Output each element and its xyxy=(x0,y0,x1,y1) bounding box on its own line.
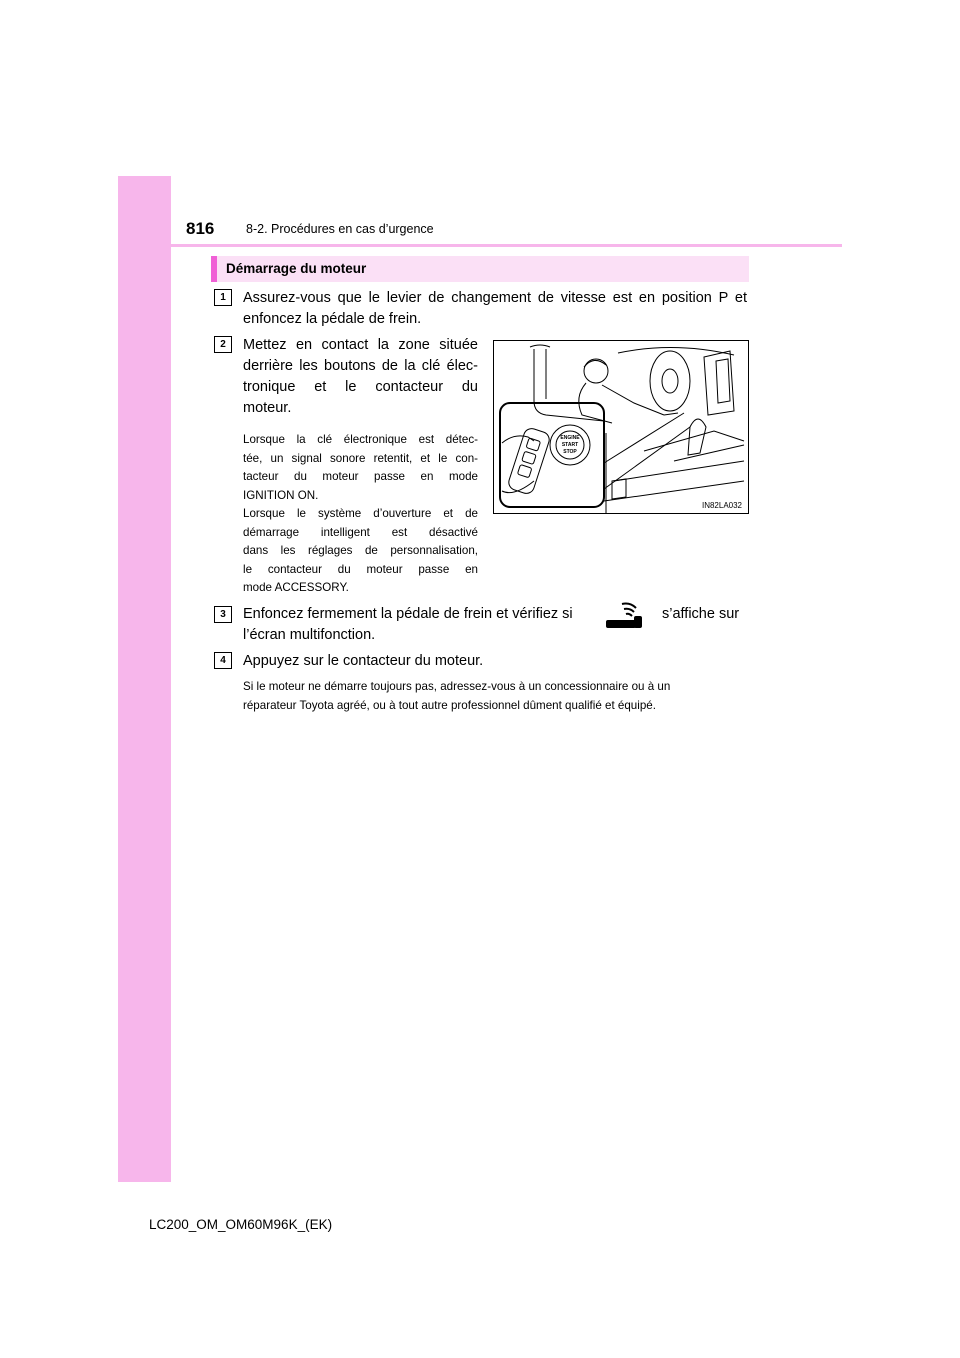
engine-start-illustration xyxy=(493,340,749,514)
step-2-note-line-8: le contacteur du moteur passe en xyxy=(243,563,478,576)
step-2-line-4: moteur. xyxy=(243,400,292,416)
button-text-stop: STOP xyxy=(563,449,577,455)
step-4-note-line-1: Si le moteur ne démarre toujours pas, adressez-vous à un concessionnaire ou à un xyxy=(243,680,671,693)
page-number: 816 xyxy=(186,219,215,238)
step-2-line-2: derrière les boutons de la clé élec- xyxy=(243,358,478,374)
step-2-note-line-9: mode ACCESSORY. xyxy=(243,581,349,594)
step-3-line-2: l’écran multifonction. xyxy=(243,627,376,643)
sidebar-color-tab xyxy=(118,176,171,1182)
step-2-note-line-4: IGNITION ON. xyxy=(243,489,319,502)
header-divider xyxy=(118,244,842,247)
driver-key-illustration xyxy=(494,341,748,513)
heading-accent-bar xyxy=(211,256,217,282)
document-code: LC200_OM_OM60M96K_(EK) xyxy=(149,1217,333,1232)
step-1-line-2: enfoncez la pédale de frein. xyxy=(243,311,422,327)
step-number-4: 4 xyxy=(214,652,232,669)
step-2-note-line-5: Lorsque le système d’ouverture et de xyxy=(243,507,478,520)
step-1-line-1: Assurez-vous que le levier de changement de vitesse est en position P et xyxy=(243,290,747,306)
step-4-note-line-2: réparateur Toyota agréé, ou à tout autre professionnel dûment qualifié et équipé. xyxy=(243,699,656,712)
step-2-note-line-6: démarrage intelligent est désactivé xyxy=(243,526,478,539)
smart-key-indicator-icon xyxy=(604,598,644,630)
button-text-engine: ENGINE xyxy=(560,435,580,441)
step-number-2: 2 xyxy=(214,336,232,353)
section-title: 8-2. Procédures en cas d’urgence xyxy=(246,222,434,236)
illustration-code: IN82LA032 xyxy=(701,501,742,510)
step-2-note-line-3: tacteur du moteur passe en mode xyxy=(243,470,478,483)
step-2-line-1: Mettez en contact la zone située xyxy=(243,337,478,353)
step-4-line: Appuyez sur le contacteur du moteur. xyxy=(243,653,484,669)
step-2-note-line-7: dans les réglages de personnalisation, xyxy=(243,544,478,557)
step-number-3: 3 xyxy=(214,606,232,623)
step-number-1: 1 xyxy=(214,289,232,306)
step-3-line-1-end: s’affiche sur xyxy=(662,606,740,622)
section-heading-text: Démarrage du moteur xyxy=(226,261,367,276)
step-2-note-line-1: Lorsque la clé électronique est détec- xyxy=(243,433,478,446)
step-2-note-line-2: tée, un signal sonore retentit, et le con- xyxy=(243,452,478,465)
step-3-line-1-start: Enfoncez fermement la pédale de frein et vérifiez si xyxy=(243,606,573,622)
section-heading xyxy=(211,256,749,282)
button-text-start: START xyxy=(561,442,579,448)
step-2-line-3: tronique et le contacteur du xyxy=(243,379,478,395)
